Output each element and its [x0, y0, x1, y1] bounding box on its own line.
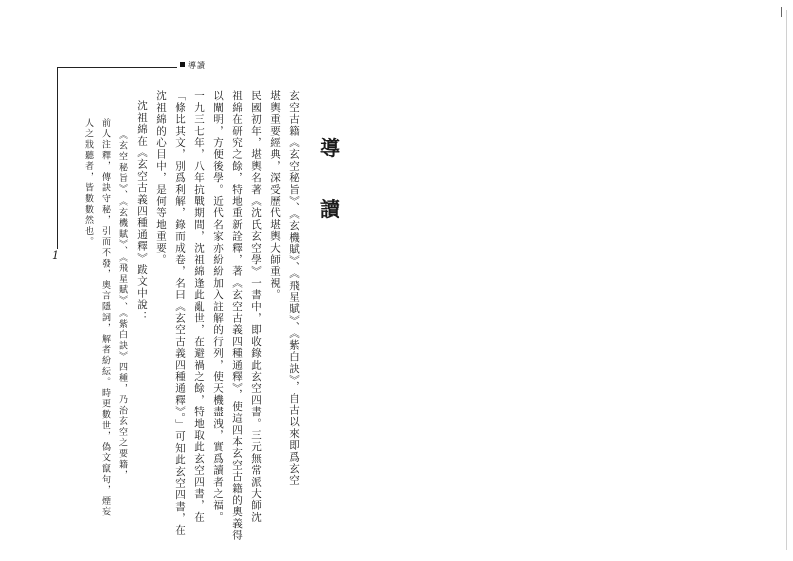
text-column: 一九三七年，八年抗戰期間，沈祖綿逢此亂世，在避禍之餘，特地取此玄空四書，在 — [193, 90, 205, 523]
quote-column: 人之戕聽者，皆數數然也。 — [83, 118, 93, 248]
text-column: 祖綿在研究之餘，特地重新詮釋，著《玄空古義四種通釋》，使這四本玄空古籍的奧義得 — [231, 90, 243, 542]
text-column: 民國初年，堪輿名著《沈氏玄空學》一書中，即收錄此玄空四書。三元無常派大師沈 — [250, 90, 262, 523]
text-column: 沈祖綿的心目中，是何等地重要。 — [155, 90, 167, 266]
text-column: 沈祖綿在《玄空古義四種通釋》跋文中說： — [136, 100, 148, 323]
page-number: 1 — [52, 249, 59, 262]
text-column: 玄空古籍《玄空秘旨》、《玄機賦》、《飛星賦》、《紫白訣》，自古以來即爲玄空 — [288, 90, 300, 487]
text-column: 以闡明，方便後學。近代名家亦紛紛加入註解的行列，使天機盡洩，實爲讀者之福。 — [212, 90, 224, 523]
header-rule — [57, 67, 177, 68]
chapter-title-char-2: 讀 — [320, 197, 340, 221]
running-header — [180, 61, 206, 71]
header-square-icon — [180, 62, 185, 67]
text-column: 「條比其文，別爲利解，錄而成卷，名曰《玄空古義四種通釋》。」可知此玄空四書，在 — [174, 90, 186, 536]
quote-column: 前人注釋，傳訣守秘，引而不發，奧言隱詞，解者紛紜。時更數世，偽文竄句，煙妄 — [100, 118, 110, 518]
margin-bracket — [57, 67, 58, 249]
page-edge-line — [786, 10, 787, 550]
text-column: 堪輿重要經典，深受歷代堪輿大師重視。 — [269, 90, 281, 301]
edge-mark — [781, 7, 782, 17]
running-header-text: 導讀 — [188, 61, 206, 70]
chapter-title-char-1: 導 — [320, 136, 340, 160]
quote-column: 《玄空秘旨》、《玄機賦》、《飛星賦》、《紫白訣》四種，乃治玄空之要籍， — [117, 130, 127, 481]
